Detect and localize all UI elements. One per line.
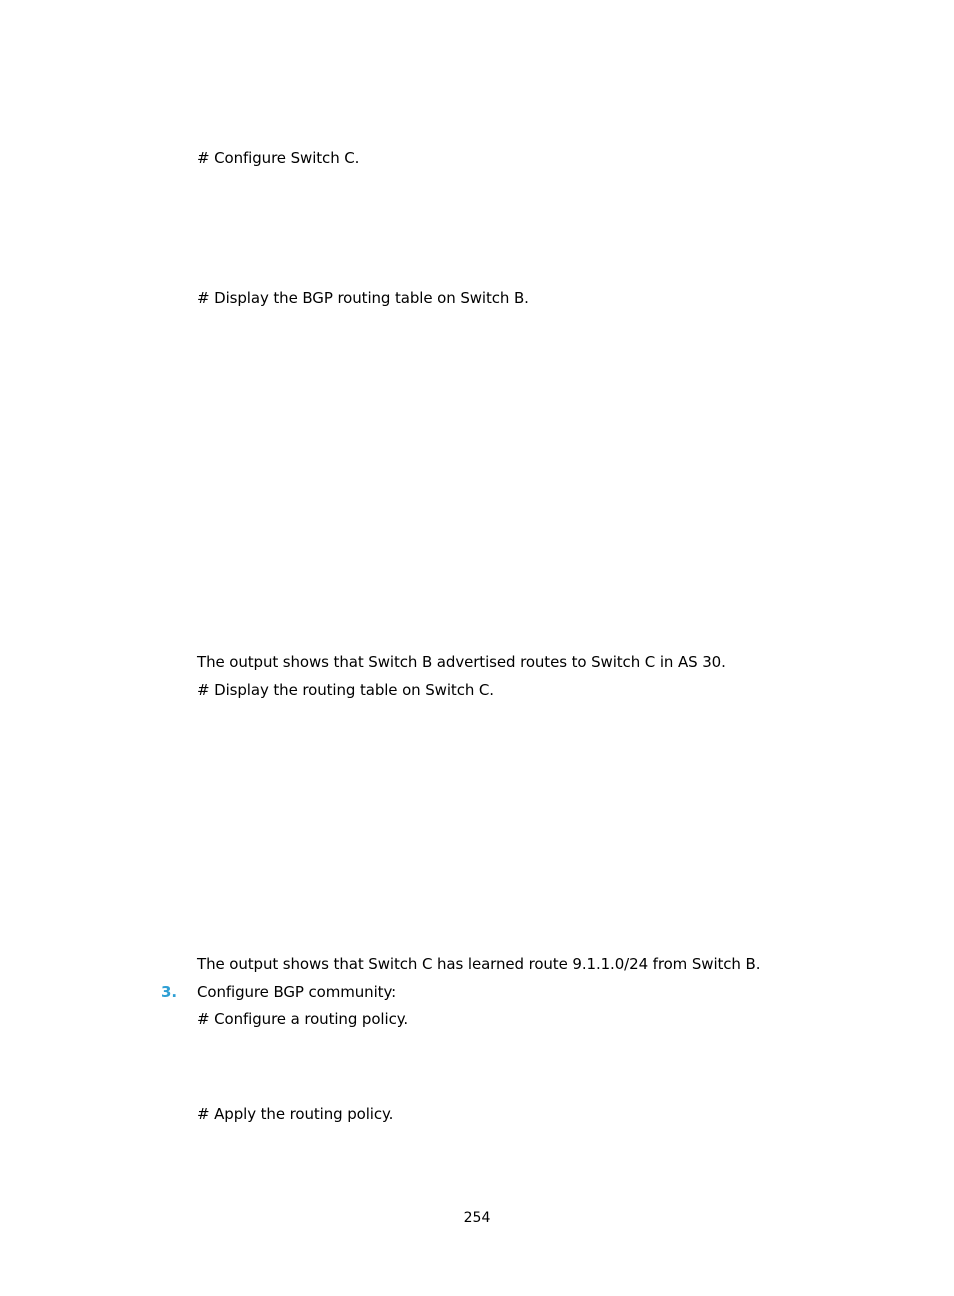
output-learned-text: The output shows that Switch C has learned route 9.1.1.0/24 from Switch B. — [197, 955, 761, 973]
apply-routing-policy-text: # Apply the routing policy. — [197, 1105, 394, 1123]
display-routing-table-switch-c-text: # Display the routing table on Switch C. — [197, 681, 494, 699]
page-number: 254 — [463, 1210, 491, 1226]
display-bgp-table-switch-b-text: # Display the BGP routing table on Switch B. — [197, 289, 529, 307]
configure-routing-policy-text: # Configure a routing policy. — [197, 1010, 409, 1028]
output-advertised-text: The output shows that Switch B advertised routes to Switch C in AS 30. — [197, 653, 726, 671]
step-title: Configure BGP community: — [197, 983, 397, 1001]
step-number: 3. — [161, 983, 178, 1001]
configure-switch-c-text: # Configure Switch C. — [197, 149, 360, 167]
